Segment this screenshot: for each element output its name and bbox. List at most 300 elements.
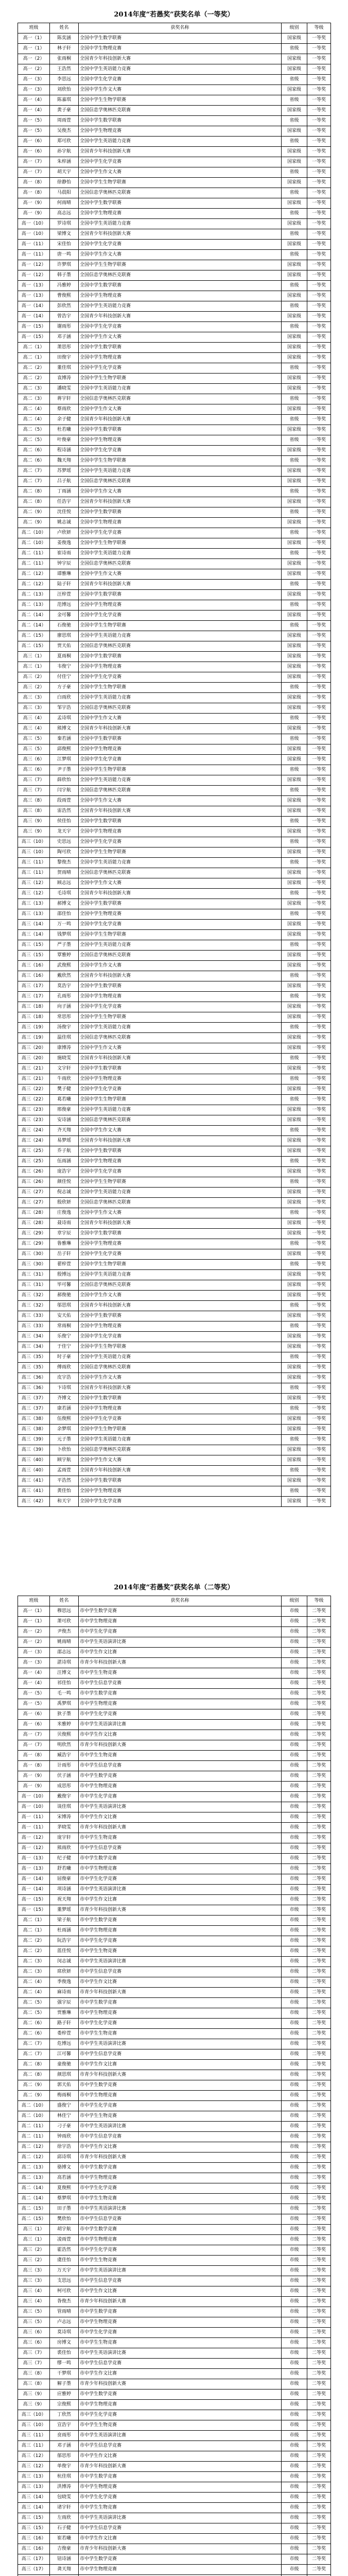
cell-name: 周雨萱 bbox=[50, 116, 79, 126]
cell-award-name: 市中学生信息学竞赛 bbox=[79, 2441, 282, 2451]
cell-class: 高二（12） bbox=[18, 569, 50, 580]
cell-grade: 一等奖 bbox=[307, 75, 331, 85]
table-row bbox=[18, 817, 331, 827]
cell-class: 高三（12） bbox=[18, 2462, 50, 2472]
table-row bbox=[18, 961, 331, 971]
cell-grade: 一等奖 bbox=[307, 415, 331, 425]
cell-level: 国家级 bbox=[282, 559, 307, 569]
cell-name: 凌雨萱 bbox=[50, 2235, 79, 2245]
table-row bbox=[18, 1476, 331, 1486]
cell-award-name: 市中学生化学竞赛 bbox=[79, 2019, 282, 2029]
table-row bbox=[18, 1383, 331, 1394]
cell-award-name: 全国中学生作文大赛 bbox=[79, 1291, 282, 1301]
table-row bbox=[18, 1761, 331, 1771]
table-row bbox=[18, 209, 331, 219]
cell-award-name: 市中学生化学竞赛 bbox=[79, 1936, 282, 1946]
cell-level: 省级 bbox=[282, 44, 307, 54]
cell-class: 高三（29） bbox=[18, 1239, 50, 1249]
cell-level: 省级 bbox=[282, 281, 307, 291]
cell-level: 省级 bbox=[282, 1301, 307, 1311]
cell-name: 樊子健 bbox=[50, 1084, 79, 1095]
cell-award-name: 全国青少年科技创新大赛 bbox=[79, 497, 282, 507]
cell-award-name: 市青少年科技创新大赛 bbox=[79, 1905, 282, 1916]
table-row bbox=[18, 2183, 331, 2194]
cell-name: 殷博远 bbox=[50, 1270, 79, 1280]
cell-award-name: 市中学生信息学竞赛 bbox=[79, 1967, 282, 1977]
cell-name: 汤俊宇 bbox=[50, 1023, 79, 1033]
cell-award-name: 全国中学生数学联赛 bbox=[79, 1311, 282, 1321]
cell-class: 高三（27） bbox=[18, 1188, 50, 1198]
cell-grade: 一等奖 bbox=[307, 961, 331, 971]
cell-grade: 二等奖 bbox=[307, 1916, 331, 1926]
cell-class: 高三（26） bbox=[18, 1167, 50, 1177]
cell-class: 高一（13） bbox=[18, 291, 50, 301]
table-row bbox=[18, 549, 331, 559]
cell-name: 童俊驰 bbox=[50, 2060, 79, 2070]
cell-level: 省级 bbox=[282, 209, 307, 219]
cell-grade: 二等奖 bbox=[307, 2153, 331, 2163]
cell-level: 市级 bbox=[282, 2544, 307, 2554]
cell-award-name: 全国中学生作文大赛 bbox=[79, 714, 282, 724]
cell-level: 市级 bbox=[282, 2019, 307, 2029]
cell-award-name: 市青少年科技创新大赛 bbox=[79, 2544, 282, 2554]
cell-class: 高三（10） bbox=[18, 2410, 50, 2420]
table-row bbox=[18, 1957, 331, 1967]
table-row bbox=[18, 2153, 331, 2163]
cell-name: 顾宇航 bbox=[50, 1455, 79, 1466]
table-row bbox=[18, 1363, 331, 1373]
cell-class: 高一（12） bbox=[18, 1833, 50, 1843]
cell-class: 高三（4） bbox=[18, 2286, 50, 2297]
cell-class: 高三（27） bbox=[18, 1198, 50, 1208]
cell-award-name: 全国中学生化学竞赛 bbox=[79, 363, 282, 374]
cell-award-name: 市中学生作文比赛 bbox=[79, 2286, 282, 2297]
cell-grade: 一等奖 bbox=[307, 466, 331, 477]
cell-name: 乐俊宁 bbox=[50, 1332, 79, 1342]
cell-grade: 二等奖 bbox=[307, 2482, 331, 2493]
cell-class: 高三（7） bbox=[18, 775, 50, 786]
cell-award-name: 全国中学生作文大赛 bbox=[79, 796, 282, 806]
table-row bbox=[18, 33, 331, 44]
cell-level: 国家级 bbox=[282, 1414, 307, 1425]
cell-class: 高三（30） bbox=[18, 1249, 50, 1260]
cell-award-name: 市中学生生物竞赛 bbox=[79, 2503, 282, 2513]
cell-level: 市级 bbox=[282, 2534, 307, 2544]
cell-level: 市级 bbox=[282, 2029, 307, 2039]
cell-level: 市级 bbox=[282, 2451, 307, 2462]
cell-level: 市级 bbox=[282, 1751, 307, 1761]
cell-level: 省级 bbox=[282, 95, 307, 106]
cell-grade: 二等奖 bbox=[307, 2389, 331, 2400]
table-row bbox=[18, 2379, 331, 2389]
cell-award-name: 市中学生物理竞赛 bbox=[79, 1617, 282, 1627]
table-row bbox=[18, 2111, 331, 2122]
cell-grade: 一等奖 bbox=[307, 528, 331, 538]
cell-class: 高一（4） bbox=[18, 106, 50, 116]
cell-class: 高一（14） bbox=[18, 1874, 50, 1885]
cell-level: 市级 bbox=[282, 1977, 307, 1988]
cell-name: 袁博涛 bbox=[50, 374, 79, 384]
cell-grade: 一等奖 bbox=[307, 477, 331, 487]
cell-grade: 一等奖 bbox=[307, 1497, 331, 1507]
table-row bbox=[18, 240, 331, 250]
table-row bbox=[18, 2338, 331, 2348]
cell-grade: 二等奖 bbox=[307, 1895, 331, 1905]
cell-name: 皮宇浩 bbox=[50, 1373, 79, 1383]
cell-grade: 一等奖 bbox=[307, 270, 331, 281]
cell-class: 高二（14） bbox=[18, 2194, 50, 2204]
cell-grade: 一等奖 bbox=[307, 44, 331, 54]
cell-name: 叶俊豪 bbox=[50, 435, 79, 446]
cell-grade: 二等奖 bbox=[307, 2544, 331, 2554]
cell-award-name: 全国青少年科技创新大赛 bbox=[79, 1136, 282, 1146]
cell-grade: 二等奖 bbox=[307, 2565, 331, 2575]
cell-grade: 一等奖 bbox=[307, 322, 331, 332]
cell-level: 国家级 bbox=[282, 240, 307, 250]
cell-award-name: 全国中学生作文大赛 bbox=[79, 332, 282, 343]
table-row bbox=[18, 1967, 331, 1977]
cell-grade: 一等奖 bbox=[307, 631, 331, 641]
cell-class: 高三（40） bbox=[18, 1455, 50, 1466]
cell-level: 市级 bbox=[282, 2462, 307, 2472]
cell-class: 高二（13） bbox=[18, 2173, 50, 2183]
cell-class: 高三（28） bbox=[18, 1208, 50, 1218]
cell-award-name: 全国青少年科技创新大赛 bbox=[79, 806, 282, 817]
table-row bbox=[18, 889, 331, 899]
cell-name: 岳子轩 bbox=[50, 1249, 79, 1260]
cell-class: 高三（23） bbox=[18, 1105, 50, 1115]
cell-level: 国家级 bbox=[282, 1105, 307, 1115]
cell-level: 省级 bbox=[282, 837, 307, 848]
cell-level: 国家级 bbox=[282, 961, 307, 971]
table-row bbox=[18, 188, 331, 198]
cell-name: 程诗涵 bbox=[50, 446, 79, 456]
cell-grade: 二等奖 bbox=[307, 2204, 331, 2214]
cell-level: 省级 bbox=[282, 229, 307, 240]
cell-award-name: 全国信息学奥林匹克联赛 bbox=[79, 703, 282, 714]
cell-level: 市级 bbox=[282, 2122, 307, 2132]
cell-name: 时子豪 bbox=[50, 1352, 79, 1363]
cell-grade: 一等奖 bbox=[307, 837, 331, 848]
cell-award-name: 全国中学生英语能力竞赛 bbox=[79, 137, 282, 147]
cell-class: 高三（12） bbox=[18, 2451, 50, 2462]
cell-name: 邹宇浩 bbox=[50, 703, 79, 714]
cell-grade: 一等奖 bbox=[307, 497, 331, 507]
cell-award-name: 市中学生英语演讲比赛 bbox=[79, 2431, 282, 2441]
cell-class: 高一（15） bbox=[18, 322, 50, 332]
cell-grade: 二等奖 bbox=[307, 2513, 331, 2523]
cell-award-name: 全国中学生化学竞赛 bbox=[79, 1084, 282, 1095]
table-row bbox=[18, 1332, 331, 1342]
cell-class: 高三（5） bbox=[18, 2317, 50, 2328]
cell-grade: 一等奖 bbox=[307, 147, 331, 157]
table-row bbox=[18, 775, 331, 786]
cell-class: 高一（8） bbox=[18, 188, 50, 198]
cell-grade: 一等奖 bbox=[307, 1012, 331, 1023]
cell-grade: 一等奖 bbox=[307, 384, 331, 394]
cell-class: 高三（11） bbox=[18, 2431, 50, 2441]
cell-name: 罗诗琪 bbox=[50, 219, 79, 229]
cell-name: 霍浩然 bbox=[50, 2245, 79, 2256]
cell-level: 国家级 bbox=[282, 497, 307, 507]
cell-class: 高二（6） bbox=[18, 2019, 50, 2029]
cell-class: 高三（9） bbox=[18, 827, 50, 837]
cell-grade: 二等奖 bbox=[307, 2235, 331, 2245]
table-row bbox=[18, 2482, 331, 2493]
cell-name: 蔡雨欣 bbox=[50, 404, 79, 415]
cell-level: 市级 bbox=[282, 1926, 307, 1936]
cell-award-name: 全国中学生英语能力竞赛 bbox=[79, 1270, 282, 1280]
table-row bbox=[18, 1270, 331, 1280]
cell-class: 高二（4） bbox=[18, 1977, 50, 1988]
cell-award-name: 全国青少年科技创新大赛 bbox=[79, 415, 282, 425]
cell-name: 丁欣然 bbox=[50, 2410, 79, 2420]
cell-level: 国家级 bbox=[282, 332, 307, 343]
cell-class: 高一（12） bbox=[18, 270, 50, 281]
table-row bbox=[18, 920, 331, 930]
cell-class: 高三（15） bbox=[18, 2513, 50, 2523]
table-row bbox=[18, 1833, 331, 1843]
cell-grade: 二等奖 bbox=[307, 2266, 331, 2276]
table-row bbox=[18, 1998, 331, 2008]
cell-class: 高一（15） bbox=[18, 1895, 50, 1905]
table-row bbox=[18, 1373, 331, 1383]
cell-level: 市级 bbox=[282, 2297, 307, 2307]
table-row bbox=[18, 1699, 331, 1709]
cell-class: 高三（22） bbox=[18, 1084, 50, 1095]
header-level: 级别 bbox=[282, 23, 307, 33]
cell-grade: 二等奖 bbox=[307, 2369, 331, 2379]
cell-award-name: 市中学生信息学竞赛 bbox=[79, 2132, 282, 2142]
cell-level: 市级 bbox=[282, 1782, 307, 1792]
cell-class: 高三（17） bbox=[18, 981, 50, 992]
cell-level: 市级 bbox=[282, 1679, 307, 1689]
cell-class: 高三（21） bbox=[18, 1074, 50, 1084]
award-document bbox=[18, 0, 330, 2576]
table-row bbox=[18, 374, 331, 384]
table-row bbox=[18, 1280, 331, 1291]
cell-class: 高三（36） bbox=[18, 1383, 50, 1394]
cell-award-name: 市中学生作文比赛 bbox=[79, 2060, 282, 2070]
cell-class: 高一（11） bbox=[18, 1823, 50, 1833]
cell-name: 尹子墨 bbox=[50, 765, 79, 775]
cell-award-name: 全国中学生作文大赛 bbox=[79, 1126, 282, 1136]
cell-level: 市级 bbox=[282, 2245, 307, 2256]
cell-class: 高一（6） bbox=[18, 147, 50, 157]
cell-level: 国家级 bbox=[282, 693, 307, 703]
cell-award-name: 全国青少年科技创新大赛 bbox=[79, 971, 282, 981]
cell-name: 毛一鸣 bbox=[50, 1689, 79, 1699]
cell-class: 高三（1） bbox=[18, 2225, 50, 2235]
cell-name: 夏俊熙 bbox=[50, 2183, 79, 2194]
cell-level: 国家级 bbox=[282, 878, 307, 889]
cell-award-name: 全国中学生化学竞赛 bbox=[79, 1167, 282, 1177]
cell-award-name: 市中学生化学竞赛 bbox=[79, 2245, 282, 2256]
cell-class: 高一（6） bbox=[18, 137, 50, 147]
cell-level: 国家级 bbox=[282, 147, 307, 157]
cell-name: 诸宇轩 bbox=[50, 2503, 79, 2513]
cell-award-name: 全国青少年科技创新大赛 bbox=[79, 312, 282, 322]
cell-class: 高一（11） bbox=[18, 1812, 50, 1823]
cell-name: 蔡梦琪 bbox=[50, 2194, 79, 2204]
cell-grade: 一等奖 bbox=[307, 301, 331, 312]
table-row bbox=[18, 281, 331, 291]
cell-grade: 二等奖 bbox=[307, 1679, 331, 1689]
cell-award-name: 全国中学生生物学联赛 bbox=[79, 1095, 282, 1105]
cell-award-name: 全国中学生英语能力竞赛 bbox=[79, 775, 282, 786]
cell-level: 市级 bbox=[282, 2493, 307, 2503]
cell-award-name: 全国中学生作文大赛 bbox=[79, 487, 282, 497]
table-row bbox=[18, 435, 331, 446]
cell-class: 高二（7） bbox=[18, 2039, 50, 2049]
cell-class: 高三（33） bbox=[18, 1311, 50, 1321]
table-row bbox=[18, 1823, 331, 1833]
cell-class: 高二（4） bbox=[18, 1988, 50, 1998]
table-row bbox=[18, 2389, 331, 2400]
cell-level: 省级 bbox=[282, 580, 307, 590]
table-row bbox=[18, 301, 331, 312]
cell-award-name: 全国中学生数学联赛 bbox=[79, 1394, 282, 1404]
section-second-prize bbox=[18, 1580, 330, 2576]
cell-level: 国家级 bbox=[282, 1198, 307, 1208]
cell-level: 市级 bbox=[282, 1946, 307, 1957]
cell-class: 高二（2） bbox=[18, 363, 50, 374]
cell-grade: 一等奖 bbox=[307, 1383, 331, 1394]
table-row bbox=[18, 2091, 331, 2101]
cell-award-name: 全国中学生数学联赛 bbox=[79, 981, 282, 992]
cell-award-name: 全国中学生英语能力竞赛 bbox=[79, 219, 282, 229]
cell-award-name: 全国中学生化学竞赛 bbox=[79, 528, 282, 538]
cell-level: 省级 bbox=[282, 1383, 307, 1394]
cell-level: 市级 bbox=[282, 2080, 307, 2091]
cell-name: 傅雨欣 bbox=[50, 1363, 79, 1373]
cell-award-name: 全国中学生数学联赛 bbox=[79, 343, 282, 353]
cell-class: 高三（41） bbox=[18, 1486, 50, 1497]
cell-name: 杜若曦 bbox=[50, 425, 79, 435]
table-row bbox=[18, 2369, 331, 2379]
cell-award-name: 全国中学生物理竞赛 bbox=[79, 600, 282, 611]
table-row bbox=[18, 2070, 331, 2080]
cell-name: 方子豪 bbox=[50, 683, 79, 693]
cell-award-name: 全国中学生生物学联赛 bbox=[79, 930, 282, 940]
table-row bbox=[18, 178, 331, 188]
cell-grade: 一等奖 bbox=[307, 487, 331, 497]
cell-class: 高三（38） bbox=[18, 1425, 50, 1435]
cell-award-name: 市中学生物理竞赛 bbox=[79, 1926, 282, 1936]
cell-class: 高三（32） bbox=[18, 1291, 50, 1301]
cell-award-name: 全国中学生生物学联赛 bbox=[79, 848, 282, 858]
table-row bbox=[18, 167, 331, 178]
cell-class: 高一（13） bbox=[18, 281, 50, 291]
cell-class: 高一（5） bbox=[18, 126, 50, 137]
cell-level: 省级 bbox=[282, 889, 307, 899]
cell-level: 省级 bbox=[282, 301, 307, 312]
cell-level: 市级 bbox=[282, 1740, 307, 1751]
cell-award-name: 全国信息学奥林匹克联赛 bbox=[79, 1198, 282, 1208]
cell-grade: 二等奖 bbox=[307, 1926, 331, 1936]
cell-grade: 一等奖 bbox=[307, 1167, 331, 1177]
cell-class: 高三（7） bbox=[18, 2359, 50, 2369]
cell-name: 于佳宁 bbox=[50, 1342, 79, 1352]
cell-grade: 一等奖 bbox=[307, 580, 331, 590]
cell-grade: 二等奖 bbox=[307, 2420, 331, 2431]
cell-level: 省级 bbox=[282, 765, 307, 775]
cell-level: 国家级 bbox=[282, 54, 307, 64]
header-name: 姓名 bbox=[50, 23, 79, 33]
cell-grade: 二等奖 bbox=[307, 1689, 331, 1699]
cell-award-name: 全国信息学奥林匹克联赛 bbox=[79, 559, 282, 569]
cell-level: 市级 bbox=[282, 2256, 307, 2266]
cell-level: 省级 bbox=[282, 1435, 307, 1445]
cell-award-name: 全国中学生英语能力竞赛 bbox=[79, 466, 282, 477]
cell-name: 麻诗雨 bbox=[50, 1988, 79, 1998]
table-row bbox=[18, 497, 331, 507]
cell-name: 高志远 bbox=[50, 209, 79, 219]
cell-class: 高二（15） bbox=[18, 641, 50, 652]
cell-name: 安诗涵 bbox=[50, 1115, 79, 1126]
cell-name: 吉俊豪 bbox=[50, 2544, 79, 2554]
cell-name: 白雨欣 bbox=[50, 693, 79, 703]
cell-award-name: 市中学生信息学竞赛 bbox=[79, 1843, 282, 1854]
cell-level: 市级 bbox=[282, 2111, 307, 2122]
cell-class: 高三（2） bbox=[18, 2245, 50, 2256]
cell-class: 高二（12） bbox=[18, 580, 50, 590]
cell-award-name: 市中学生英语演讲比赛 bbox=[79, 2122, 282, 2132]
cell-award-name: 市中学生英语演讲比赛 bbox=[79, 2204, 282, 2214]
cell-class: 高一（3） bbox=[18, 1658, 50, 1668]
cell-class: 高一（1） bbox=[18, 44, 50, 54]
cell-name: 钟宇辰 bbox=[50, 559, 79, 569]
table-row bbox=[18, 1916, 331, 1926]
cell-level: 市级 bbox=[282, 2472, 307, 2482]
cell-class: 高三（25） bbox=[18, 1157, 50, 1167]
cell-name: 卞诗琪 bbox=[50, 1383, 79, 1394]
table-row bbox=[18, 2493, 331, 2503]
cell-name: 邓子涵 bbox=[50, 2441, 79, 2451]
cell-name: 伏子涵 bbox=[50, 1771, 79, 1782]
cell-name: 毛诗琪 bbox=[50, 889, 79, 899]
cell-class: 高二（5） bbox=[18, 425, 50, 435]
table-row bbox=[18, 1668, 331, 1679]
cell-name: 戴欣然 bbox=[50, 971, 79, 981]
cell-award-name: 全国中学生英语能力竞赛 bbox=[79, 1105, 282, 1115]
cell-level: 国家级 bbox=[282, 652, 307, 662]
cell-class: 高二（4） bbox=[18, 415, 50, 425]
cell-award-name: 全国中学生化学竞赛 bbox=[79, 1002, 282, 1012]
cell-class: 高三（39） bbox=[18, 1445, 50, 1455]
cell-level: 国家级 bbox=[282, 1291, 307, 1301]
cell-class: 高一（9） bbox=[18, 1771, 50, 1782]
cell-name: 温佳琪 bbox=[50, 1033, 79, 1043]
cell-class: 高二（12） bbox=[18, 2153, 50, 2163]
cell-grade: 二等奖 bbox=[307, 1761, 331, 1771]
cell-name: 茅晓雯 bbox=[50, 1823, 79, 1833]
table-row bbox=[18, 219, 331, 229]
cell-level: 国家级 bbox=[282, 126, 307, 137]
cell-award-name: 市中学生英语演讲比赛 bbox=[79, 1957, 282, 1967]
cell-award-name: 市中学生数学竞赛 bbox=[79, 2472, 282, 2482]
cell-level: 国家级 bbox=[282, 1012, 307, 1023]
cell-level: 市级 bbox=[282, 2379, 307, 2389]
cell-name: 乔子航 bbox=[50, 1146, 79, 1157]
cell-grade: 一等奖 bbox=[307, 374, 331, 384]
header-class: 班级 bbox=[18, 23, 50, 33]
cell-level: 市级 bbox=[282, 1761, 307, 1771]
cell-level: 国家级 bbox=[282, 1425, 307, 1435]
table-row bbox=[18, 796, 331, 806]
cell-level: 市级 bbox=[282, 2214, 307, 2225]
cell-level: 国家级 bbox=[282, 343, 307, 353]
